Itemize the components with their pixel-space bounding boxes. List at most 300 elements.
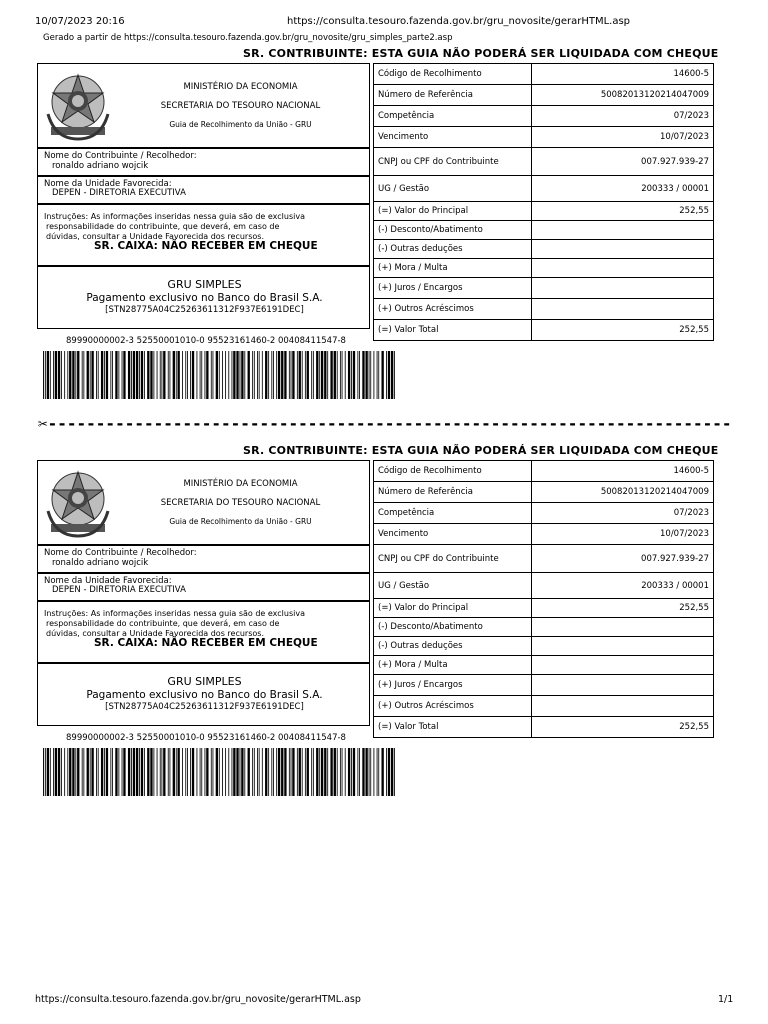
barcode-bar xyxy=(240,351,241,399)
instructions-line-3: dúvidas, consultar a Unidade Favorecida dos recursos. xyxy=(46,232,264,241)
barcode-bar xyxy=(394,351,395,399)
print-datetime: 10/07/2023 20:16 xyxy=(35,16,125,27)
barcode-digits-2: 89990000002-3 52550001010-0 95523161460-2 00408411547-8 xyxy=(66,733,346,743)
gru-form-1 xyxy=(37,63,714,335)
field-label: (+) Mora / Multa xyxy=(374,656,532,675)
instructions-box xyxy=(37,204,370,266)
payment-fields-table xyxy=(373,63,714,341)
barcode-bar xyxy=(110,748,111,796)
barcode-bar xyxy=(58,748,60,796)
footer-page-number: 1/1 xyxy=(718,994,734,1005)
field-value: 252,55 xyxy=(531,202,713,221)
barcode-bar xyxy=(222,748,223,796)
field-value xyxy=(531,299,713,320)
field-value xyxy=(531,278,713,299)
barcode-bar xyxy=(365,351,367,399)
barcode-bar xyxy=(257,748,258,796)
barcode-bar xyxy=(278,351,280,399)
field-label: UG / Gestão xyxy=(374,176,532,202)
barcode-bar xyxy=(104,351,105,399)
barcode-bar xyxy=(302,748,303,796)
barcode-bar xyxy=(292,351,294,399)
unidade-label: Nome da Unidade Favorecida: xyxy=(44,576,172,586)
barcode-bar xyxy=(82,351,83,399)
barcode-bar xyxy=(319,351,320,399)
barcode-bar xyxy=(259,748,260,796)
field-value xyxy=(531,240,713,259)
barcode-bar xyxy=(289,351,290,399)
field-value xyxy=(531,221,713,240)
barcode-bar xyxy=(147,748,149,796)
barcode-bar xyxy=(118,748,119,796)
barcode-bar xyxy=(327,748,328,796)
payment-bank-note: Pagamento exclusivo no Banco do Brasil S.A. xyxy=(86,292,323,304)
barcode-bar xyxy=(122,748,123,796)
barcode-bar xyxy=(337,351,338,399)
barcode-bar xyxy=(87,748,89,796)
barcode-bar xyxy=(313,351,314,399)
field-label: (=) Valor do Principal xyxy=(374,202,532,221)
barcode-bar xyxy=(370,748,371,796)
barcode-bar xyxy=(222,351,223,399)
barcode-bar xyxy=(289,748,290,796)
gru-form-2 xyxy=(37,460,714,732)
barcode-bar xyxy=(192,748,194,796)
barcode-bar xyxy=(351,748,352,796)
barcode-bar xyxy=(373,748,374,796)
barcode-bar xyxy=(241,351,243,399)
barcode-bar xyxy=(211,748,212,796)
barcode-bar xyxy=(187,748,188,796)
barcode-bar xyxy=(213,351,214,399)
barcode-bar xyxy=(228,351,229,399)
barcode-bar xyxy=(61,351,62,399)
barcode-2 xyxy=(43,748,395,796)
barcode-bar xyxy=(168,351,169,399)
cheque-warning-1: SR. CONTRIBUINTE: ESTA GUIA NÃO PODERÁ SER LIQUIDADA COM CHEQUE xyxy=(243,47,719,60)
barcode-bar xyxy=(90,748,91,796)
barcode-bar xyxy=(118,351,119,399)
field-label: (=) Valor Total xyxy=(374,717,532,738)
stn-code: [STN28775A04C25263611312F937E6191DEC] xyxy=(105,702,304,712)
barcode-bar xyxy=(334,748,336,796)
barcode-bar xyxy=(98,748,99,796)
instructions-line-1: Instruções: As informações inseridas nessa guia são de exclusiva xyxy=(44,212,305,221)
instructions-line-3: dúvidas, consultar a Unidade Favorecida dos recursos. xyxy=(46,629,264,638)
barcode-bar xyxy=(187,351,188,399)
cheque-warning-2: SR. CONTRIBUINTE: ESTA GUIA NÃO PODERÁ SER LIQUIDADA COM CHEQUE xyxy=(243,444,719,457)
barcode-bar xyxy=(91,351,93,399)
barcode-bar xyxy=(353,351,355,399)
field-value xyxy=(531,259,713,278)
barcode-bar xyxy=(307,351,309,399)
barcode-bar xyxy=(123,748,125,796)
barcode-bar xyxy=(302,351,303,399)
barcode-bar xyxy=(131,748,132,796)
barcode-bar xyxy=(254,748,255,796)
barcode-bar xyxy=(83,351,84,399)
field-value: 252,55 xyxy=(531,599,713,618)
barcode-bar xyxy=(291,748,292,796)
barcode-bar xyxy=(136,748,138,796)
barcode-bar xyxy=(236,351,238,399)
barcode-bar xyxy=(128,351,130,399)
barcode-bar xyxy=(115,351,117,399)
barcode-bar xyxy=(369,351,370,399)
barcode-bar xyxy=(157,351,158,399)
barcode-bar xyxy=(359,748,360,796)
barcode-bar xyxy=(64,351,65,399)
field-label: (+) Outros Acréscimos xyxy=(374,299,532,320)
contribuinte-box xyxy=(37,545,370,573)
barcode-bar xyxy=(178,351,180,399)
barcode-bar xyxy=(268,748,269,796)
barcode-bar xyxy=(101,748,103,796)
barcode-bar xyxy=(219,351,220,399)
caixa-warning: SR. CAIXA: NÃO RECEBER EM CHEQUE xyxy=(94,240,318,252)
contribuinte-box xyxy=(37,148,370,176)
secretariat-name: SECRETARIA DO TESOURO NACIONAL xyxy=(160,498,321,508)
barcode-bar xyxy=(268,351,269,399)
field-label: (+) Juros / Encargos xyxy=(374,278,532,299)
barcode-bar xyxy=(311,351,312,399)
barcode-bar xyxy=(378,748,379,796)
barcode-bar xyxy=(216,351,218,399)
barcode-bar xyxy=(112,351,113,399)
barcode-bar xyxy=(342,351,343,399)
barcode-bar xyxy=(305,748,306,796)
barcode-bar xyxy=(378,351,379,399)
barcode-bar xyxy=(169,748,170,796)
barcode-bar xyxy=(377,351,378,399)
barcode-bar xyxy=(265,748,267,796)
barcode-bar xyxy=(252,748,253,796)
barcode-bar xyxy=(391,748,393,796)
barcode-bar xyxy=(136,351,138,399)
ministry-name: MINISTÉRIO DA ECONOMIA xyxy=(183,479,298,489)
field-label: (=) Valor Total xyxy=(374,320,532,341)
print-url: https://consulta.tesouro.fazenda.gov.br/gru_novosite/gerarHTML.asp xyxy=(287,16,631,27)
barcode-bar xyxy=(324,748,326,796)
barcode-bar xyxy=(297,351,298,399)
barcode-bar xyxy=(219,748,220,796)
barcode-bar xyxy=(316,748,318,796)
field-label: UG / Gestão xyxy=(374,573,532,599)
barcode-bar xyxy=(67,351,68,399)
barcode-bar xyxy=(176,351,177,399)
barcode-bar xyxy=(311,748,312,796)
barcode-bar xyxy=(244,748,245,796)
barcode-bar xyxy=(228,748,229,796)
field-label: (+) Mora / Multa xyxy=(374,259,532,278)
field-label: (-) Outras deduções xyxy=(374,637,532,656)
barcode-bar xyxy=(377,748,378,796)
barcode-bar xyxy=(96,351,97,399)
generated-from-note: Gerado a partir de https://consulta.tesouro.fazenda.gov.br/gru_novosite/gru_simples_parte2.asp xyxy=(43,33,453,43)
barcode-bar xyxy=(353,748,355,796)
barcode-bar xyxy=(292,748,294,796)
field-value: 252,55 xyxy=(531,320,713,341)
barcode-bar xyxy=(87,351,89,399)
scissors-cut-line: ✂----------------------------------------------------------------------- xyxy=(38,414,732,433)
field-value xyxy=(531,656,713,675)
contribuinte-value: ronaldo adriano wojcik xyxy=(52,161,149,171)
barcode-bar xyxy=(47,351,49,399)
barcode-bar xyxy=(144,351,145,399)
barcode-bar xyxy=(206,748,208,796)
field-label: (+) Juros / Encargos xyxy=(374,675,532,696)
field-label: (-) Desconto/Abatimento xyxy=(374,618,532,637)
field-value: 07/2023 xyxy=(531,106,713,127)
barcode-bar xyxy=(69,351,71,399)
barcode-bar xyxy=(197,351,198,399)
barcode-bar xyxy=(321,351,323,399)
barcode-bar xyxy=(248,351,250,399)
barcode-bar xyxy=(141,351,143,399)
barcode-bar xyxy=(305,351,306,399)
field-value: 200333 / 00001 xyxy=(531,176,713,202)
instructions-line-2: responsabilidade do contribuinte, que deverá, em caso de xyxy=(46,222,280,231)
barcode-bar xyxy=(133,748,135,796)
brazil-coat-of-arms-icon xyxy=(43,69,113,144)
barcode-bar xyxy=(381,351,383,399)
barcode-bar xyxy=(173,748,175,796)
caixa-warning: SR. CAIXA: NÃO RECEBER EM CHEQUE xyxy=(94,637,318,649)
barcode-bar xyxy=(131,351,132,399)
barcode-bar xyxy=(236,748,238,796)
document-title: Guia de Recolhimento da União - GRU xyxy=(169,517,312,526)
barcode-bar xyxy=(153,351,154,399)
barcode-bar xyxy=(244,351,245,399)
barcode-bar xyxy=(45,748,46,796)
barcode-bar xyxy=(160,748,161,796)
field-label: Número de Referência xyxy=(374,85,532,106)
unidade-value: DEPEN - DIRETORIA EXECUTIVA xyxy=(52,188,186,198)
field-value xyxy=(531,696,713,717)
instructions-line-2: responsabilidade do contribuinte, que deverá, em caso de xyxy=(46,619,280,628)
barcode-bar xyxy=(284,748,286,796)
field-label: (-) Outras deduções xyxy=(374,240,532,259)
barcode-bar xyxy=(330,351,332,399)
field-value: 200333 / 00001 xyxy=(531,573,713,599)
field-value: 50082013120214047009 xyxy=(531,482,713,503)
barcode-bar xyxy=(133,351,135,399)
field-value xyxy=(531,637,713,656)
field-value: 50082013120214047009 xyxy=(531,85,713,106)
unidade-box xyxy=(37,573,370,601)
barcode-bar xyxy=(262,748,263,796)
barcode-bar xyxy=(77,351,79,399)
barcode-bar xyxy=(307,748,309,796)
unidade-value: DEPEN - DIRETORIA EXECUTIVA xyxy=(52,585,186,595)
barcode-bar xyxy=(72,748,74,796)
barcode-bar xyxy=(273,748,274,796)
field-value: 252,55 xyxy=(531,717,713,738)
barcode-bar xyxy=(147,351,149,399)
field-label: Vencimento xyxy=(374,127,532,148)
barcode-bar xyxy=(64,748,65,796)
barcode-bar xyxy=(110,351,111,399)
barcode-bar xyxy=(225,351,226,399)
barcode-bar xyxy=(104,748,105,796)
barcode-bar xyxy=(262,351,263,399)
barcode-bar xyxy=(265,351,267,399)
barcode-bar xyxy=(45,351,46,399)
barcode-bar xyxy=(278,748,280,796)
issuer-box xyxy=(37,460,370,545)
barcode-bar xyxy=(359,351,360,399)
barcode-bar xyxy=(340,748,341,796)
barcode-bar xyxy=(281,351,283,399)
contribuinte-label: Nome do Contribuinte / Recolhedor: xyxy=(44,548,197,558)
barcode-bar xyxy=(216,748,218,796)
barcode-bar xyxy=(334,351,336,399)
barcode-bar xyxy=(213,748,214,796)
barcode-bar xyxy=(163,351,165,399)
barcode-bar xyxy=(72,351,74,399)
barcode-bar xyxy=(394,748,395,796)
barcode-bar xyxy=(176,748,177,796)
field-label: Competência xyxy=(374,106,532,127)
barcode-bar xyxy=(348,748,350,796)
barcode-bar xyxy=(259,351,260,399)
barcode-bar xyxy=(271,351,272,399)
barcode-bar xyxy=(205,748,206,796)
field-value: 07/2023 xyxy=(531,503,713,524)
barcode-bar xyxy=(58,351,60,399)
barcode-bar xyxy=(233,748,235,796)
barcode-bar xyxy=(225,748,226,796)
ministry-name: MINISTÉRIO DA ECONOMIA xyxy=(183,82,298,92)
barcode-bar xyxy=(327,351,328,399)
barcode-bar xyxy=(182,748,183,796)
barcode-bar xyxy=(291,351,292,399)
gru-simples-box xyxy=(37,266,370,329)
barcode-bar xyxy=(337,748,338,796)
instructions-box xyxy=(37,601,370,663)
barcode-bar xyxy=(161,351,162,399)
barcode-bar xyxy=(161,748,162,796)
barcode-bar xyxy=(98,351,99,399)
barcode-bar xyxy=(257,351,258,399)
barcode-bar xyxy=(248,748,250,796)
barcode-bar xyxy=(233,351,235,399)
barcode-bar xyxy=(96,748,97,796)
barcode-bar xyxy=(200,748,201,796)
field-value: 007.927.939-27 xyxy=(531,148,713,176)
barcode-bar xyxy=(43,748,44,796)
barcode-bar xyxy=(168,748,169,796)
barcode-bar xyxy=(82,748,83,796)
barcode-bar xyxy=(252,351,253,399)
barcode-bar xyxy=(201,748,202,796)
field-label: Código de Recolhimento xyxy=(374,64,532,85)
barcode-bar xyxy=(185,351,186,399)
barcode-bar xyxy=(185,748,186,796)
field-value: 14600-5 xyxy=(531,64,713,85)
barcode-bar xyxy=(150,351,152,399)
barcode-bar xyxy=(370,351,371,399)
barcode-bar xyxy=(163,748,165,796)
barcode-bar xyxy=(206,351,208,399)
field-value xyxy=(531,675,713,696)
barcode-bar xyxy=(373,351,374,399)
barcode-bar xyxy=(150,748,152,796)
gru-simples-box xyxy=(37,663,370,726)
gru-simples-title: GRU SIMPLES xyxy=(167,675,242,688)
barcode-bar xyxy=(324,351,326,399)
barcode-bar xyxy=(200,351,201,399)
stn-code: [STN28775A04C25263611312F937E6191DEC] xyxy=(105,305,304,315)
barcode-bar xyxy=(53,748,54,796)
unidade-label: Nome da Unidade Favorecida: xyxy=(44,179,172,189)
barcode-bar xyxy=(254,351,255,399)
barcode-bar xyxy=(139,748,140,796)
barcode-bar xyxy=(297,748,298,796)
barcode-digits-1: 89990000002-3 52550001010-0 95523161460-2 00408411547-8 xyxy=(66,336,346,346)
barcode-bar xyxy=(122,351,123,399)
barcode-bar xyxy=(67,748,68,796)
brazil-coat-of-arms-icon xyxy=(43,466,113,541)
barcode-bar xyxy=(190,351,191,399)
barcode-bar xyxy=(115,748,117,796)
barcode-bar xyxy=(241,748,243,796)
payment-fields-table xyxy=(373,460,714,738)
barcode-bar xyxy=(77,748,79,796)
secretariat-name: SECRETARIA DO TESOURO NACIONAL xyxy=(160,101,321,111)
barcode-bar xyxy=(357,351,358,399)
barcode-bar xyxy=(348,351,350,399)
field-value: 14600-5 xyxy=(531,461,713,482)
barcode-bar xyxy=(201,351,202,399)
barcode-bar xyxy=(153,748,154,796)
barcode-bar xyxy=(90,351,91,399)
barcode-1 xyxy=(43,351,395,399)
field-label: Número de Referência xyxy=(374,482,532,503)
barcode-bar xyxy=(273,351,274,399)
barcode-bar xyxy=(101,351,103,399)
barcode-bar xyxy=(391,351,393,399)
barcode-bar xyxy=(351,351,352,399)
barcode-bar xyxy=(362,351,364,399)
barcode-bar xyxy=(319,748,320,796)
barcode-bar xyxy=(144,748,145,796)
field-value: 10/07/2023 xyxy=(531,127,713,148)
barcode-bar xyxy=(75,351,76,399)
footer-url: https://consulta.tesouro.fazenda.gov.br/gru_novosite/gerarHTML.asp xyxy=(35,994,361,1005)
barcode-bar xyxy=(321,748,323,796)
barcode-bar xyxy=(55,351,57,399)
barcode-bar xyxy=(271,748,272,796)
barcode-bar xyxy=(173,351,175,399)
barcode-bar xyxy=(106,748,108,796)
barcode-bar xyxy=(141,748,143,796)
barcode-bar xyxy=(123,351,125,399)
barcode-bar xyxy=(50,351,51,399)
document-title: Guia de Recolhimento da União - GRU xyxy=(169,120,312,129)
field-value: 007.927.939-27 xyxy=(531,545,713,573)
barcode-bar xyxy=(112,748,113,796)
barcode-bar xyxy=(211,351,212,399)
barcode-bar xyxy=(169,351,170,399)
field-label: Competência xyxy=(374,503,532,524)
unidade-box xyxy=(37,176,370,204)
barcode-bar xyxy=(316,351,318,399)
barcode-bar xyxy=(55,748,57,796)
barcode-bar xyxy=(43,351,44,399)
barcode-bar xyxy=(330,748,332,796)
barcode-bar xyxy=(284,351,286,399)
